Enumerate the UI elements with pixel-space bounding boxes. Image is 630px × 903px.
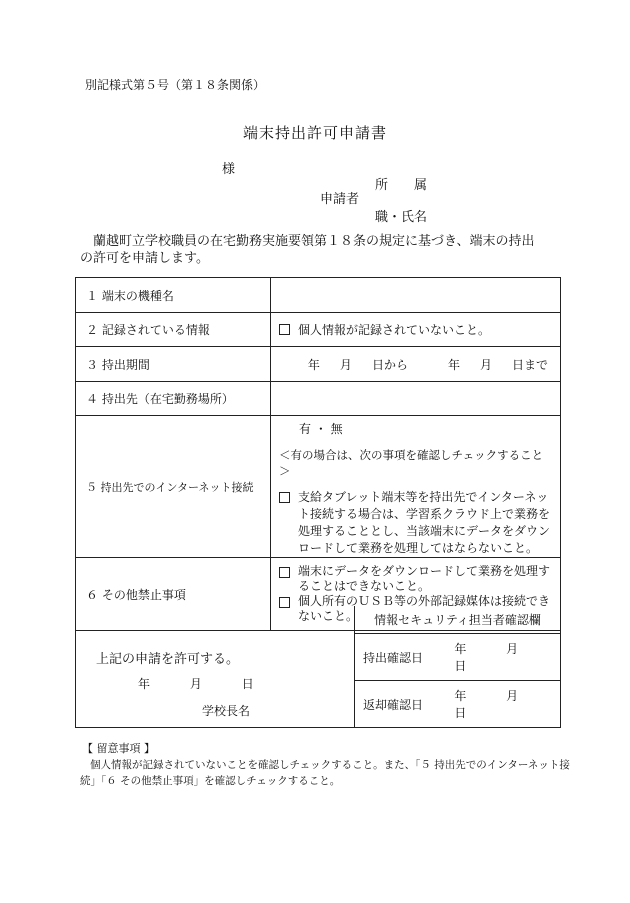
intro-paragraph (80, 233, 560, 267)
approval-box (76, 606, 355, 727)
table-row (76, 382, 561, 416)
return-day: 日 (454, 706, 467, 720)
checkout-year: 年 (454, 642, 467, 656)
recorded-info-label: ２ 記録されている情報 (76, 313, 271, 347)
notes-text: 個人情報が記録されていないことを確認しチェックすること。また、「５ 持出先でのインターネット接続」「６ その他禁止事項」を確認しチェックすること。 (80, 759, 570, 787)
notes-heading: 【 留意事項 】 (82, 742, 155, 755)
checkout-confirm-row[interactable] (355, 634, 560, 680)
principal-name: 学校長名 (202, 704, 251, 718)
approval-date (138, 675, 290, 692)
return-confirm-row[interactable] (355, 680, 560, 727)
notes-body (80, 757, 570, 789)
table-row (76, 278, 561, 313)
name-title-label: 職・氏名 (375, 210, 428, 225)
security-box (355, 606, 560, 727)
return-confirm-label: 返却確認日 (363, 697, 424, 712)
checkout-confirm-label: 持出確認日 (363, 650, 424, 665)
no-personal-info-checkbox[interactable] (279, 324, 290, 335)
period-start-year: 年 (307, 357, 320, 372)
checkout-day: 日 (454, 659, 467, 673)
period-start-day: 日から (371, 357, 408, 372)
form-reference: 別記様式第５号（第１８条関係） (85, 78, 266, 92)
table-row (76, 347, 561, 382)
addressee-suffix: 様 (222, 162, 236, 177)
internet-yes-no[interactable]: 有 ・ 無 (299, 422, 343, 436)
device-model-label: １ 端末の機種名 (76, 278, 271, 313)
approval-section (75, 606, 561, 728)
no-usb-text: 個人所有のＵＳＢ等の外部記録媒体は接続できないこと。 (298, 594, 551, 623)
period-start-month: 月 (339, 357, 352, 372)
period-end-year: 年 (447, 357, 460, 372)
intro-line-1: 蘭越町立学校職員の在宅勤務実施要領第１８条の規定に基づき、端末の持出 (93, 234, 535, 249)
internet-field (271, 416, 561, 558)
applicant-label: 申請者 (320, 192, 360, 207)
no-personal-info-text: 個人情報が記録されていないこと。 (298, 323, 491, 337)
period-label: ３ 持出期間 (76, 347, 271, 382)
period-end-month: 月 (479, 357, 492, 372)
return-year: 年 (454, 689, 467, 703)
internet-note: ＜有の場合は、次の事項を確認しチェックすること＞ (279, 448, 544, 478)
device-model-field[interactable] (271, 278, 561, 313)
other-prohibitions-label: ６ その他禁止事項 (76, 558, 271, 631)
no-download-text: 端末にデータをダウンロードして業務を処理することはできないこと。 (298, 564, 551, 593)
destination-field[interactable] (271, 382, 561, 416)
internet-rule-checkbox[interactable] (279, 492, 290, 503)
approval-year: 年 (138, 677, 151, 691)
period-field[interactable] (271, 347, 561, 382)
application-table (75, 277, 561, 631)
intro-line-2: の許可を申請します。 (80, 251, 209, 266)
no-download-checkbox[interactable] (279, 567, 290, 578)
approval-month: 月 (189, 677, 202, 691)
approval-day: 日 (241, 677, 254, 691)
recorded-info-field (271, 313, 561, 347)
period-end-day: 日まで (511, 357, 548, 372)
internet-label: ５ 持出先でのインターネット接続 (76, 416, 271, 558)
table-row (76, 313, 561, 347)
table-row (76, 416, 561, 558)
destination-label: ４ 持出先（在宅勤務場所） (76, 382, 271, 416)
document-title: 端末持出許可申請書 (242, 124, 387, 142)
approval-text: 上記の申請を許可する。 (96, 652, 240, 667)
security-heading: 情報セキュリティ担当者確認欄 (355, 606, 560, 634)
internet-rule-text: 支給タブレット端末等を持出先でインターネット接続する場合は、学習系クラウド上で業務を処理することとし、当該端末にデータをダウンロードして業務を処理してはならないこと。 (298, 490, 551, 555)
checkout-month: 月 (506, 642, 519, 656)
return-month: 月 (506, 689, 519, 703)
affiliation-label: 所 属 (375, 178, 428, 193)
